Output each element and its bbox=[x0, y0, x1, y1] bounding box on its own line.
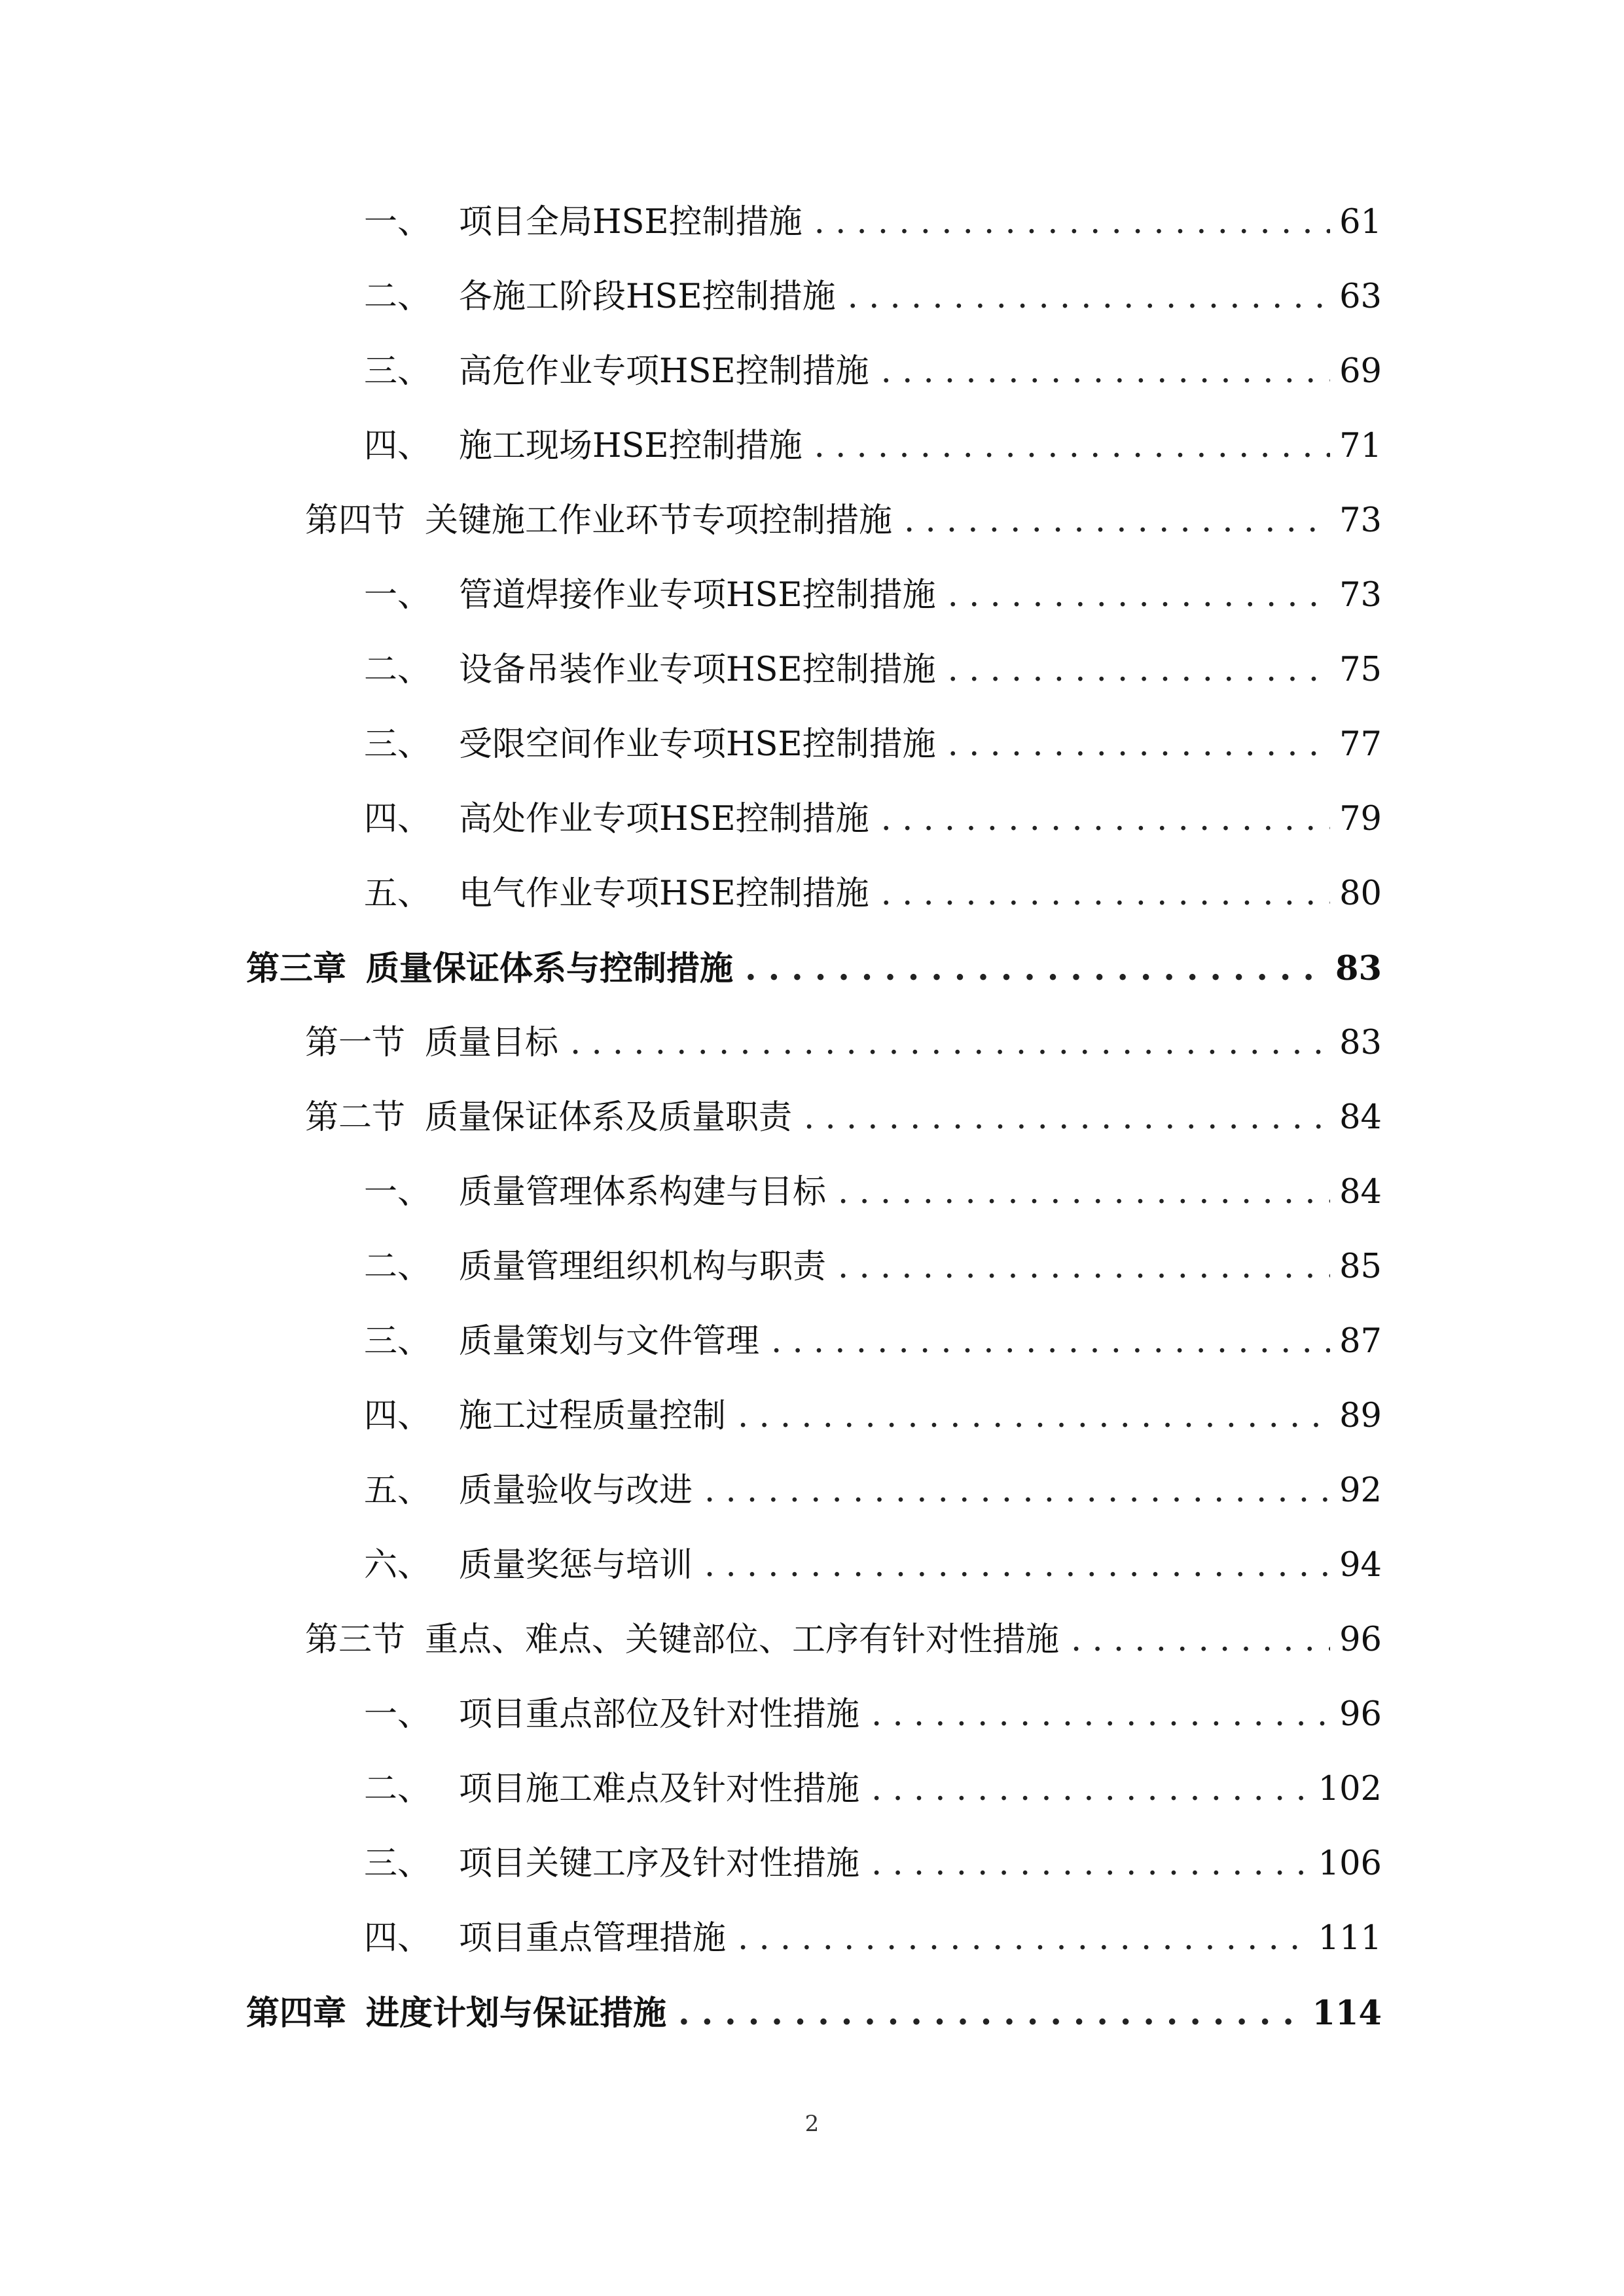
toc-entry[interactable] bbox=[305, 1017, 1382, 1069]
toc-entry-title: 质量验收与改进 bbox=[459, 1471, 693, 1510]
toc-entry[interactable] bbox=[364, 1689, 1382, 1741]
toc-dot-leader bbox=[771, 1316, 1330, 1368]
toc-entry-number: 一、 bbox=[364, 1173, 431, 1211]
toc-entry[interactable] bbox=[305, 495, 1382, 547]
toc-entry-title: 关键施工作业环节专项控制措施 bbox=[425, 501, 893, 540]
toc-dot-leader bbox=[814, 420, 1330, 473]
toc-entry-page: 96 bbox=[1339, 1695, 1382, 1734]
toc-entry-number: 三、 bbox=[364, 1322, 431, 1361]
toc-dot-leader bbox=[704, 1539, 1330, 1592]
toc-entry-number: 六、 bbox=[364, 1546, 431, 1585]
toc-entry-title: 设备吊装作业专项HSE控制措施 bbox=[459, 651, 936, 689]
toc-dot-leader bbox=[738, 1390, 1330, 1443]
toc-dot-leader bbox=[838, 1241, 1330, 1293]
toc-entry[interactable] bbox=[364, 1390, 1382, 1443]
toc-dot-leader bbox=[948, 719, 1330, 771]
toc-entry-title: 各施工阶段HSE控制措施 bbox=[459, 278, 836, 316]
toc-entry[interactable] bbox=[364, 1465, 1382, 1517]
toc-entry[interactable] bbox=[364, 420, 1382, 473]
toc-entry[interactable] bbox=[364, 196, 1382, 249]
toc-dot-leader bbox=[871, 1689, 1330, 1741]
toc-entry-number: 三、 bbox=[364, 1844, 431, 1883]
toc-dot-leader bbox=[838, 1166, 1330, 1219]
toc-dot-leader bbox=[881, 793, 1330, 846]
toc-entry-title: 项目施工难点及针对性措施 bbox=[459, 1770, 860, 1808]
toc-entry-number: 第三节 bbox=[305, 1621, 406, 1659]
toc-entry[interactable] bbox=[364, 868, 1382, 920]
toc-entry-number: 四、 bbox=[364, 427, 431, 465]
toc-entry-number: 四、 bbox=[364, 1397, 431, 1435]
toc-entry-title: 管道焊接作业专项HSE控制措施 bbox=[459, 576, 936, 615]
toc-dot-leader bbox=[704, 1465, 1330, 1517]
toc-entry-title: 质量目标 bbox=[425, 1024, 559, 1062]
toc-entry-title: 项目全局HSE控制措施 bbox=[459, 203, 803, 242]
toc-entry-number: 五、 bbox=[364, 1471, 431, 1510]
toc-entry[interactable] bbox=[364, 1241, 1382, 1293]
toc-entry-page: 106 bbox=[1318, 1844, 1382, 1883]
toc-entry[interactable] bbox=[364, 271, 1382, 323]
toc-entry[interactable] bbox=[246, 1987, 1382, 2039]
toc-entry-title: 质量策划与文件管理 bbox=[459, 1322, 760, 1361]
toc-entry[interactable] bbox=[364, 1912, 1382, 1965]
toc-entry-number: 一、 bbox=[364, 576, 431, 615]
toc-entry-title: 项目关键工序及针对性措施 bbox=[459, 1844, 860, 1883]
toc-entry-page: 92 bbox=[1339, 1471, 1382, 1510]
toc-entry-title: 施工现场HSE控制措施 bbox=[459, 427, 803, 465]
toc-dot-leader bbox=[871, 1838, 1309, 1890]
page-number: 2 bbox=[804, 2111, 820, 2137]
toc-entry-page: 71 bbox=[1339, 427, 1382, 465]
toc-entry-page: 89 bbox=[1339, 1397, 1382, 1435]
toc-entry-number: 三、 bbox=[364, 352, 431, 391]
toc-entry[interactable] bbox=[246, 942, 1382, 995]
toc-entry-number: 第四节 bbox=[305, 501, 406, 540]
toc-entry-page: 84 bbox=[1339, 1173, 1382, 1211]
toc-dot-leader bbox=[948, 569, 1330, 622]
toc-entry-number: 二、 bbox=[364, 1247, 431, 1286]
toc-entry-number: 四、 bbox=[364, 1919, 431, 1958]
toc-entry-number: 第一节 bbox=[305, 1024, 406, 1062]
toc-entry-page: 114 bbox=[1312, 1994, 1382, 2033]
toc-entry[interactable] bbox=[364, 1316, 1382, 1368]
toc-entry[interactable] bbox=[364, 1539, 1382, 1592]
toc-dot-leader bbox=[570, 1017, 1330, 1069]
toc-entry-number: 二、 bbox=[364, 278, 431, 316]
toc-dot-leader bbox=[804, 1092, 1330, 1144]
toc-entry-title: 受限空间作业专项HSE控制措施 bbox=[459, 725, 936, 764]
toc-entry-title: 项目重点部位及针对性措施 bbox=[459, 1695, 860, 1734]
toc-entry-number: 二、 bbox=[364, 651, 431, 689]
toc-entry-page: 75 bbox=[1339, 651, 1382, 689]
toc-entry-number: 第三章 bbox=[246, 949, 347, 988]
toc-entry-page: 69 bbox=[1339, 352, 1382, 391]
toc-entry[interactable] bbox=[364, 644, 1382, 696]
toc-entry-number: 一、 bbox=[364, 1695, 431, 1734]
toc-dot-leader bbox=[948, 644, 1330, 696]
toc-entry-page: 80 bbox=[1339, 874, 1382, 913]
toc-entry-title: 质量保证体系及质量职责 bbox=[425, 1098, 793, 1137]
toc-entry-page: 84 bbox=[1339, 1098, 1382, 1137]
toc-entry-title: 质量保证体系与控制措施 bbox=[366, 949, 734, 988]
toc-entry[interactable] bbox=[364, 1838, 1382, 1890]
toc-entry-number: 二、 bbox=[364, 1770, 431, 1808]
toc-dot-leader bbox=[881, 868, 1330, 920]
toc-entry-page: 102 bbox=[1318, 1770, 1382, 1808]
toc-entry-page: 96 bbox=[1339, 1621, 1382, 1659]
toc-entry-page: 73 bbox=[1339, 576, 1382, 615]
toc-entry[interactable] bbox=[364, 1763, 1382, 1816]
toc-entry-title: 质量管理体系构建与目标 bbox=[459, 1173, 827, 1211]
toc-dot-leader bbox=[738, 1912, 1309, 1965]
toc-entry-page: 61 bbox=[1339, 203, 1382, 242]
toc-entry[interactable] bbox=[364, 1166, 1382, 1219]
toc-entry-page: 77 bbox=[1339, 725, 1382, 764]
toc-entry-page: 85 bbox=[1339, 1247, 1382, 1286]
toc-entry-number: 五、 bbox=[364, 874, 431, 913]
toc-dot-leader bbox=[848, 271, 1330, 323]
toc-dot-leader bbox=[904, 495, 1330, 547]
toc-dot-leader bbox=[745, 942, 1326, 995]
toc-entry[interactable] bbox=[364, 719, 1382, 771]
toc-entry-number: 第二节 bbox=[305, 1098, 406, 1137]
toc-entry-title: 质量奖惩与培训 bbox=[459, 1546, 693, 1585]
toc-dot-leader bbox=[678, 1987, 1303, 2039]
toc-dot-leader bbox=[1071, 1614, 1330, 1666]
toc-entry-number: 一、 bbox=[364, 203, 431, 242]
toc-entry-title: 高危作业专项HSE控制措施 bbox=[459, 352, 869, 391]
toc-entry-title: 项目重点管理措施 bbox=[459, 1919, 727, 1958]
toc-dot-leader bbox=[881, 346, 1330, 398]
toc-entry-page: 63 bbox=[1339, 278, 1382, 316]
toc-entry-title: 电气作业专项HSE控制措施 bbox=[459, 874, 869, 913]
toc-entry[interactable] bbox=[364, 793, 1382, 846]
toc-entry-number: 四、 bbox=[364, 800, 431, 838]
toc-entry-page: 111 bbox=[1318, 1919, 1382, 1958]
toc-entry-title: 质量管理组织机构与职责 bbox=[459, 1247, 827, 1286]
toc-entry[interactable] bbox=[364, 569, 1382, 622]
toc-entry-title: 进度计划与保证措施 bbox=[366, 1994, 667, 2033]
toc-entry-title: 施工过程质量控制 bbox=[459, 1397, 727, 1435]
toc-dot-leader bbox=[871, 1763, 1309, 1816]
toc-entry-number: 第四章 bbox=[246, 1994, 347, 2033]
toc-entry-title: 重点、难点、关键部位、工序有针对性措施 bbox=[425, 1621, 1060, 1659]
toc-entry[interactable] bbox=[305, 1614, 1382, 1666]
toc-entry[interactable] bbox=[364, 346, 1382, 398]
toc-entry-page: 83 bbox=[1339, 1024, 1382, 1062]
toc-entry-page: 94 bbox=[1339, 1546, 1382, 1585]
toc-entry-page: 83 bbox=[1335, 949, 1382, 988]
toc-entry-page: 73 bbox=[1339, 501, 1382, 540]
toc-entry[interactable] bbox=[305, 1092, 1382, 1144]
toc-entry-page: 79 bbox=[1339, 800, 1382, 838]
toc-entry-page: 87 bbox=[1339, 1322, 1382, 1361]
toc-entry-number: 三、 bbox=[364, 725, 431, 764]
toc-dot-leader bbox=[814, 196, 1330, 249]
toc-entry-title: 高处作业专项HSE控制措施 bbox=[459, 800, 869, 838]
